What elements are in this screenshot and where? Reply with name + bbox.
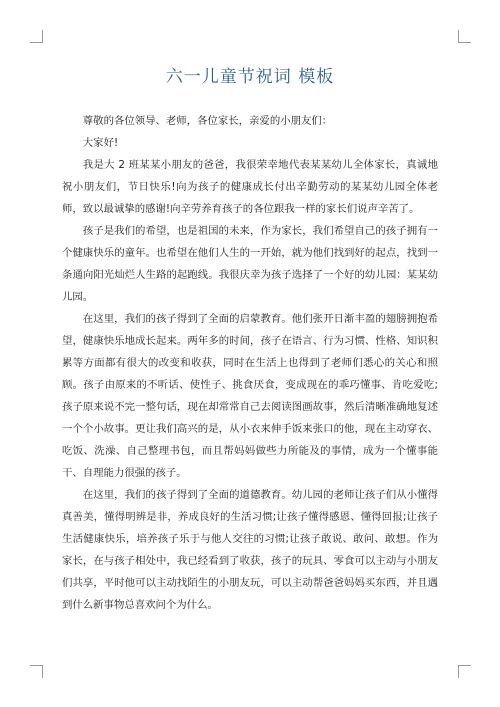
salutation-paragraph: 尊敬的各位领导、老师，各位家长，亲爱的小朋友们： [82,115,333,127]
body-paragraph: 孩子是我们的希望，也是祖国的未来，作为家长，我们希望自己的孩子拥有一个健康快乐的童年。也希望在他们人生的一开始，就为他们找到好的起点，找到一条通向阳光灿烂人生路的起跑线。我很庆幸为孩子选择了一个好的幼儿园：某某幼儿园。 [62,225,438,303]
body-paragraph: 我是大 2 班某某小朋友的爸爸，我很荣幸地代表某某幼儿全体家长，真诚地祝小朋友们，节日快乐!向为孩子的健康成长付出辛勤劳动的某某幼儿园全体老师，致以最诚挚的感谢!向辛劳养育孩子的各位跟我一样的家长们说声辛苦了。 [62,159,438,215]
crop-mark-bottom-left [30,665,43,678]
body-paragraph: 在这里，我们的孩子得到了全面的道德教育。幼儿园的老师让孩子们从小懂得真善美，懂得明辨是非，养成良好的生活习惯;让孩子懂得感恩、懂得回报;让孩子生活健康快乐，培养孩子乐于与他人交往的习惯;让孩子敢说、敢问、敢想。作为家长，在与孩子相处中，我已经看到了收获，孩子的玩具、零食可以主动与小朋友们共享，平时他可以主动找陌生的小朋友玩，可以主动帮爸爸妈妈买东西，并且遇到什么新事物总喜欢问个为什么。 [62,489,438,611]
crop-mark-bottom-right [458,665,471,678]
document-title: 六一儿童节祝词 模板 [165,67,335,87]
document-body [62,110,438,616]
greeting-paragraph: 大家好! [82,137,119,149]
body-paragraph: 在这里，我们的孩子得到了全面的启蒙教育。他们张开日渐丰盈的翅膀拥抱希望，健康快乐地成长起来。两年多的时间，孩子在语言、行为习惯、性格、知识积累等方面都有很大的改变和收获，同时在生活上也得到了老师们悉心的关心和照顾。孩子由原来的不听话、使性子、挑食厌食，变成现在的乖巧懂事、肯吃爱吃;孩子原来说不完一整句话，现在却常常自己去阅读图画故事，然后清晰准确地复述一个个小故事。更让我们高兴的是，从小衣来伸手饭来张口的他，现在主动穿衣、吃饭、洗澡、自己整理书包，而且帮妈妈做些力所能及的事情，成为一个懂事能干、自理能力很强的孩子。 [62,313,438,479]
crop-mark-top-left [30,30,43,43]
crop-mark-top-right [458,30,471,43]
